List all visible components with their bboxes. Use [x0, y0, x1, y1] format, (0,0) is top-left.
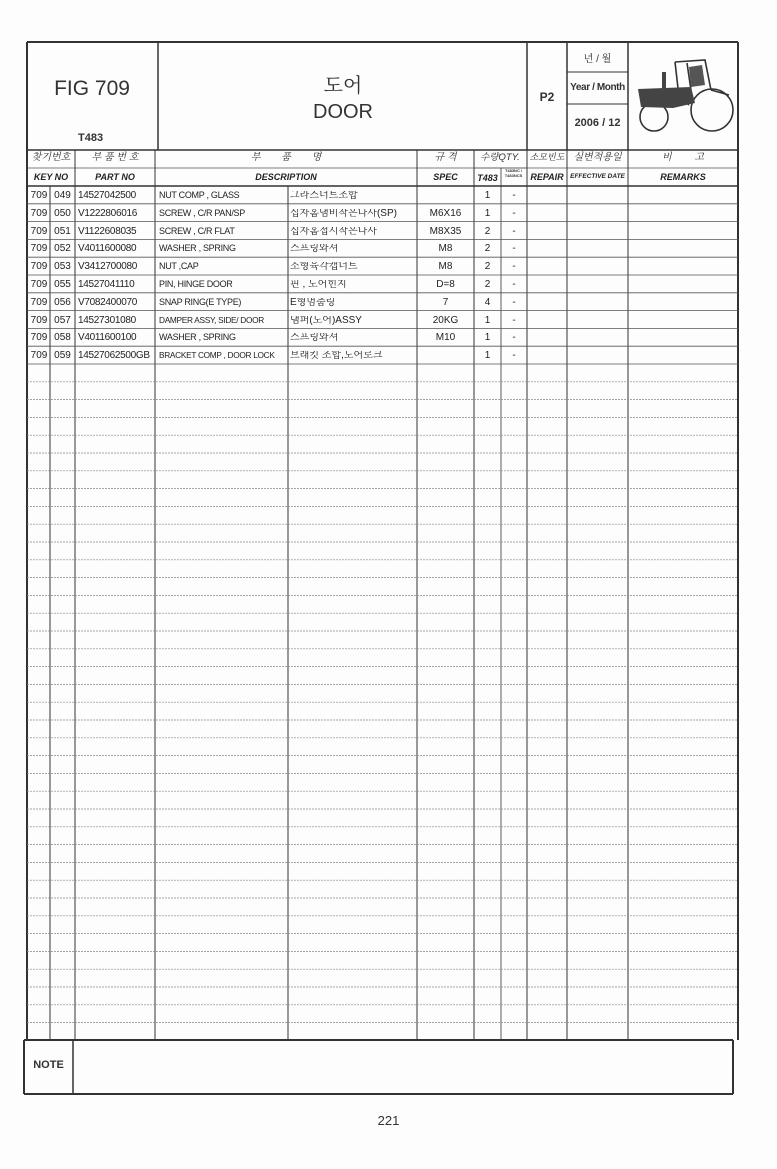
cell-qty2: -: [512, 244, 516, 255]
header-effective-date-korean: 실변적용일: [573, 152, 622, 163]
header-repair: REPAIR: [530, 172, 564, 182]
cell-key: 049: [54, 191, 71, 201]
cell-qty: 2: [484, 244, 491, 255]
cell-part: 14527062500GB: [78, 351, 150, 362]
cell-desc-kr: 십자홈냄비작은나사(SP): [290, 208, 397, 219]
cell-qty2: -: [512, 351, 516, 362]
model-label: T483: [78, 132, 104, 144]
cell-spec: D=8: [436, 280, 455, 290]
cell-part: V1222806016: [78, 208, 137, 219]
header-keyno-korean: 찾기번호: [31, 152, 71, 163]
header-partno: PART NO: [95, 172, 135, 182]
header-keyno: KEY NO: [33, 172, 69, 182]
title-english: DOOR: [313, 101, 373, 123]
cell-qty: 1: [484, 315, 491, 326]
cell-spec: M8: [438, 262, 453, 273]
cell-qty: 2: [484, 280, 491, 290]
cell-key: 059: [54, 351, 71, 362]
tractor-icon: [629, 45, 737, 137]
header-qty-subvariant: T483NC / T483NCS: [504, 168, 523, 178]
cell-key: 053: [54, 262, 71, 273]
cell-qty2: -: [512, 262, 516, 273]
header-remarks: REMARKS: [660, 172, 706, 182]
cell-part: V1122608035: [78, 226, 137, 237]
cell-desc-en: SCREW , C/R PAN/SP: [159, 208, 245, 218]
cell-qty: 1: [484, 333, 491, 344]
title-korean: 도어: [323, 75, 363, 97]
cell-fig: 709: [30, 333, 48, 344]
cell-fig: 709: [30, 191, 48, 201]
cell-desc-kr: 십자홈접시작은나사: [290, 226, 377, 237]
cell-fig: 709: [30, 226, 48, 237]
cell-desc-kr: 스프링와셔: [290, 333, 339, 344]
cell-desc-en: NUT ,CAP: [159, 262, 199, 272]
header-qty-korean: 수량QTY.: [480, 152, 520, 163]
cell-fig: 709: [30, 297, 48, 308]
cell-desc-en: NUT COMP , GLASS: [159, 191, 240, 200]
cell-qty2: -: [512, 191, 516, 201]
cell-key: 056: [54, 297, 71, 308]
cell-desc-en: SCREW , C/R FLAT: [159, 226, 235, 236]
year-month-label: Year / Month: [570, 82, 625, 93]
header-spec: SPEC: [433, 172, 458, 182]
cell-fig: 709: [30, 351, 48, 362]
cell-key: 050: [54, 208, 71, 219]
cell-desc-kr: 브래킷 조합,도어로크: [290, 351, 383, 362]
cell-qty: 1: [484, 191, 491, 201]
cell-fig: 709: [30, 208, 48, 219]
cell-desc-en: BRACKET COMP , DOOR LOCK: [159, 351, 275, 360]
cell-part: V7082400070: [78, 297, 137, 308]
cell-part: 14527042500: [78, 191, 136, 201]
cell-part: 14527301080: [78, 315, 136, 326]
cell-spec: M8: [438, 244, 453, 255]
cell-spec: M6X16: [429, 208, 462, 219]
cell-part: V4011600100: [78, 333, 137, 344]
cell-part: V4011600080: [78, 244, 137, 255]
figure-number: FIG 709: [54, 77, 130, 100]
page-code: P2: [539, 90, 555, 104]
header-repair-korean: 소모빈도: [529, 152, 565, 162]
cell-desc-en: PIN, HINGE DOOR: [159, 280, 233, 289]
cell-desc-en: WASHER , SPRING: [159, 244, 236, 254]
cell-spec: M10: [435, 333, 456, 344]
cell-desc-kr: 그라스너트조합: [290, 191, 358, 201]
cell-key: 055: [54, 280, 71, 290]
header-partno-korean: 부 품 번 호: [91, 152, 139, 163]
header-qty-t483: T483: [477, 173, 498, 183]
cell-qty: 2: [484, 262, 491, 273]
page-number: 221: [377, 1113, 400, 1128]
header-remarks-korean: 비 고: [661, 152, 705, 163]
cell-qty: 2: [484, 226, 491, 237]
cell-key: 057: [54, 315, 71, 326]
cell-qty2: -: [512, 333, 516, 344]
cell-fig: 709: [30, 280, 48, 290]
cell-desc-kr: 소형육각캡너트: [290, 262, 358, 273]
cell-desc-en: DAMPER ASSY, SIDE/ DOOR: [159, 315, 264, 324]
cell-qty2: -: [512, 208, 516, 219]
cell-desc-kr: 스프링와셔: [290, 244, 339, 255]
cell-fig: 709: [30, 262, 48, 273]
cell-qty: 4: [484, 297, 491, 308]
cell-qty2: -: [512, 280, 516, 290]
cell-desc-kr: E형멈춤링: [290, 297, 336, 308]
header-description: DESCRIPTION: [255, 172, 317, 182]
cell-fig: 709: [30, 244, 48, 255]
cell-qty: 1: [484, 208, 491, 219]
cell-key: 052: [54, 244, 71, 255]
cell-fig: 709: [30, 315, 48, 326]
cell-spec: 7: [442, 297, 449, 308]
cell-key: 058: [54, 333, 71, 344]
cell-desc-kr: 댐퍼(도어)ASSY: [290, 315, 362, 326]
cell-desc-kr: 핀 , 도어힌지: [290, 280, 347, 290]
note-label: NOTE: [33, 1059, 64, 1071]
header-description-korean: 부 품 명: [250, 152, 322, 163]
year-month-korean: 년 / 월: [583, 54, 612, 65]
cell-part: V3412700080: [78, 262, 137, 273]
cell-qty2: -: [512, 226, 516, 237]
cell-spec: M8X35: [429, 226, 462, 237]
cell-qty2: -: [512, 297, 516, 308]
cell-key: 051: [54, 226, 71, 237]
cell-desc-en: SNAP RING(E TYPE): [159, 297, 242, 307]
cell-part: 14527041110: [78, 280, 135, 290]
cell-qty2: -: [512, 315, 516, 326]
header-spec-korean: 규 격: [434, 152, 457, 163]
cell-desc-en: WASHER , SPRING: [159, 333, 236, 343]
issue-date: 2006 / 12: [574, 117, 621, 129]
cell-qty: 1: [484, 351, 491, 362]
cell-spec: 20KG: [432, 315, 459, 326]
header-effective-date: EFFECTIVE DATE: [570, 173, 625, 180]
